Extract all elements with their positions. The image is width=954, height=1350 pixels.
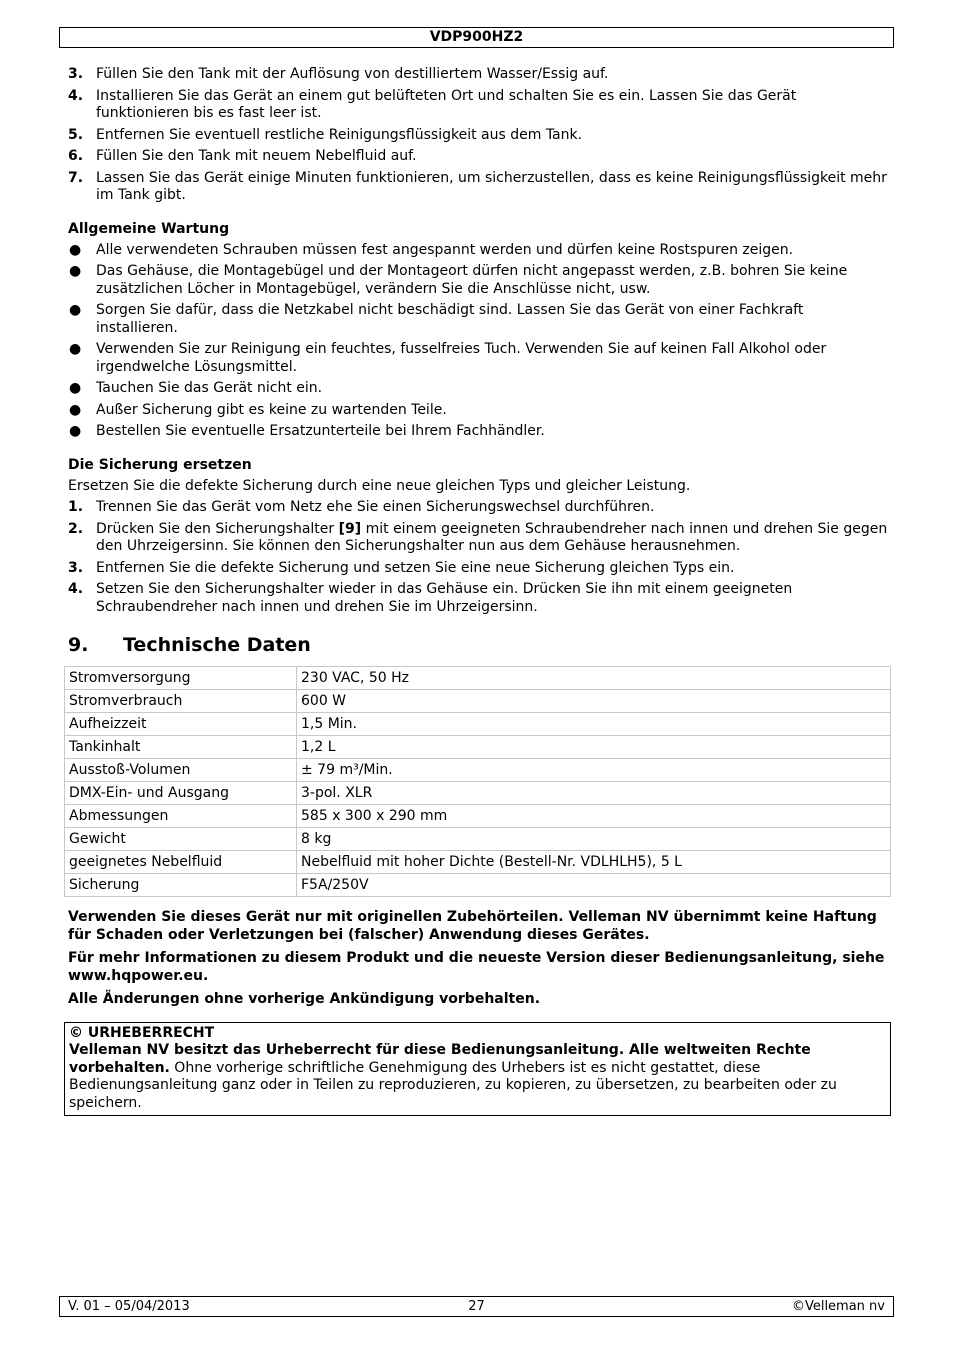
cleaning-steps-list xyxy=(68,66,888,205)
list-item xyxy=(68,521,888,556)
spec-key: Stromversorgung xyxy=(65,667,297,690)
document-model-title: VDP900HZ2 xyxy=(429,29,524,45)
section-number: 9. xyxy=(68,634,89,656)
spec-key: Gewicht xyxy=(65,828,297,851)
step-text xyxy=(96,581,888,616)
spec-value: F5A/250V xyxy=(297,874,891,897)
step-text xyxy=(96,499,888,517)
footer-brand: ©Velleman nv xyxy=(791,1299,885,1314)
list-item xyxy=(68,170,888,205)
page-header xyxy=(59,27,894,48)
spec-value: ± 79 m³/Min. xyxy=(297,759,891,782)
step-number: 1. xyxy=(68,499,84,515)
table-row xyxy=(65,690,891,713)
spec-key: DMX-Ein- und Ausgang xyxy=(65,782,297,805)
copyright-body-text: Ohne vorherige schriftliche Genehmigung des Urhebers ist es nicht gestattet, diese Bedienungsanleitung ganz oder in Teilen zu reproduzieren, zu kopieren, zu übersetzen, zu bearbeiten oder zu speichern. xyxy=(69,1059,837,1111)
spec-key: Tankinhalt xyxy=(65,736,297,759)
page-content xyxy=(68,66,888,1116)
step-number: 7. xyxy=(68,169,84,186)
footer-page-number: 27 xyxy=(468,1299,485,1314)
maintenance-bullet-list xyxy=(68,242,888,441)
spec-value: 1,2 L xyxy=(297,736,891,759)
bullet-icon: ● xyxy=(69,241,82,258)
table-row xyxy=(65,828,891,851)
bullet-text: Tauchen Sie das Gerät nicht ein. xyxy=(96,380,323,396)
bullet-icon: ● xyxy=(69,380,82,396)
spec-key: geeignetes Nebelfluid xyxy=(65,851,297,874)
list-item xyxy=(68,242,888,260)
step-text-part: Entfernen Sie die defekte Sicherung und setzen Sie eine neue Sicherung gleichen Typs ein. xyxy=(96,559,735,576)
bullet-text: Das Gehäuse, die Montagebügel und der Montageort dürfen nicht angepasst werden, z.B. bohren Sie keine zusätzlichen Löcher in Montagebügel, verändern Sie die Anschlüsse nicht, usw. xyxy=(96,263,848,297)
list-item xyxy=(68,560,888,578)
bullet-text: Sorgen Sie dafür, dass die Netzkabel nicht beschädigt sind. Lassen Sie das Gerät von einer Fachkraft installieren. xyxy=(96,302,804,336)
fuse-intro: Ersetzen Sie die defekte Sicherung durch eine neue gleichen Typs und gleicher Leistung. xyxy=(68,477,691,494)
changes-notice: Alle Änderungen ohne vorherige Ankündigung vorbehalten. xyxy=(68,991,541,1007)
list-item xyxy=(68,402,888,420)
list-item xyxy=(68,581,888,616)
step-text-part: mit einem geeigneten Schraubendreher nach innen und drehen Sie gegen den Uhrzeigersinn. Sie können den Sicherungshalter nun aus dem Gehäuse herausnehmen. xyxy=(96,520,888,554)
list-item xyxy=(68,263,888,298)
step-text: Entfernen Sie eventuell restliche Reinigungsflüssigkeit aus dem Tank. xyxy=(96,126,583,143)
copyright-box xyxy=(64,1022,891,1117)
list-item xyxy=(68,341,888,376)
table-row xyxy=(65,759,891,782)
step-text-part: Setzen Sie den Sicherungshalter wieder in das Gehäuse ein. Drücken Sie ihn mit einem geeigneten Schraubendreher nach innen und drehen Sie im Uhrzeigersinn. xyxy=(96,581,793,615)
step-text-part: Trennen Sie das Gerät vom Netz ehe Sie einen Sicherungswechsel durchführen. xyxy=(96,499,655,515)
step-number: 5. xyxy=(68,126,84,143)
bullet-text: Alle verwendeten Schrauben müssen fest angespannt werden und dürfen keine Rostspuren zeigen. xyxy=(96,241,794,258)
bullet-icon: ● xyxy=(69,302,82,318)
spec-key: Stromverbrauch xyxy=(65,690,297,713)
spec-value: Nebelfluid mit hoher Dichte (Bestell-Nr. VDLHLH5), 5 L xyxy=(297,851,891,874)
bullet-icon: ● xyxy=(69,263,82,279)
table-row xyxy=(65,782,891,805)
table-row xyxy=(65,805,891,828)
step-number: 3. xyxy=(68,66,84,82)
bullet-text: Außer Sicherung gibt es keine zu wartenden Teile. xyxy=(96,401,447,418)
spec-key: Aufheizzeit xyxy=(65,713,297,736)
part-reference: [9] xyxy=(338,520,362,537)
spec-value: 585 x 300 x 290 mm xyxy=(297,805,891,828)
table-row xyxy=(65,851,891,874)
table-row xyxy=(65,713,891,736)
step-text xyxy=(96,521,888,556)
spec-value: 1,5 Min. xyxy=(297,713,891,736)
bullet-text: Verwenden Sie zur Reinigung ein feuchtes, fusselfreies Tuch. Verwenden Sie auf keinen Fall Alkohol oder irgendwelche Lösungsmittel. xyxy=(96,341,827,375)
list-item xyxy=(68,499,888,517)
list-item xyxy=(68,66,888,84)
page-footer xyxy=(59,1296,894,1317)
step-number: 4. xyxy=(68,87,84,104)
list-item xyxy=(68,380,888,398)
step-text: Füllen Sie den Tank mit der Auflösung von destilliertem Wasser/Essig auf. xyxy=(96,66,609,82)
step-text-part: Drücken Sie den Sicherungshalter xyxy=(96,520,339,537)
list-item xyxy=(68,127,888,145)
spec-value: 3-pol. XLR xyxy=(297,782,891,805)
step-number: 4. xyxy=(68,581,84,597)
table-row xyxy=(65,874,891,897)
copyright-title: © URHEBERRECHT xyxy=(69,1024,215,1041)
more-info-notice: Für mehr Informationen zu diesem Produkt und die neueste Version dieser Bedienungsanleitung, siehe www.hqpower.eu. xyxy=(68,950,885,984)
step-number: 2. xyxy=(68,520,84,537)
spec-value: 8 kg xyxy=(297,828,891,851)
list-item xyxy=(68,423,888,441)
fuse-steps-list xyxy=(68,499,888,616)
step-number: 6. xyxy=(68,148,84,164)
list-item xyxy=(68,302,888,337)
table-row xyxy=(65,736,891,759)
list-item xyxy=(68,88,888,123)
bullet-icon: ● xyxy=(69,341,82,357)
table-row xyxy=(65,667,891,690)
footer-version: V. 01 – 05/04/2013 xyxy=(68,1299,190,1314)
step-text: Füllen Sie den Tank mit neuem Nebelfluid auf. xyxy=(96,148,417,164)
spec-key: Ausstoß-Volumen xyxy=(65,759,297,782)
maintenance-heading: Allgemeine Wartung xyxy=(68,220,230,237)
bullet-icon: ● xyxy=(69,401,82,418)
spec-value: 230 VAC, 50 Hz xyxy=(297,667,891,690)
spec-key: Abmessungen xyxy=(65,805,297,828)
step-text: Lassen Sie das Gerät einige Minuten funktionieren, um sicherzustellen, dass es keine Reinigungsflüssigkeit mehr im Tank gibt. xyxy=(96,169,887,203)
fuse-heading: Die Sicherung ersetzen xyxy=(68,456,252,473)
list-item xyxy=(68,148,888,166)
step-number: 3. xyxy=(68,559,84,576)
spec-key: Sicherung xyxy=(65,874,297,897)
step-text xyxy=(96,560,888,578)
step-text: Installieren Sie das Gerät an einem gut belüfteten Ort und schalten Sie es ein. Lassen Sie das Gerät funktionieren bis es fast leer ist. xyxy=(96,87,797,121)
copyright-bold-text: Velleman NV besitzt das Urheberrecht für diese Bedienungsanleitung. Alle weltweiten Rechte vorbehalten. xyxy=(69,1042,811,1076)
accessories-notice: Verwenden Sie dieses Gerät nur mit originellen Zubehörteilen. Velleman NV übernimmt keine Haftung für Schaden oder Verletzungen bei (falscher) Anwendung dieses Gerätes. xyxy=(68,909,877,943)
section-title xyxy=(68,633,888,657)
spec-value: 600 W xyxy=(297,690,891,713)
section-title-text: Technische Daten xyxy=(123,634,311,656)
copyright-text xyxy=(69,1042,886,1112)
bullet-text: Bestellen Sie eventuelle Ersatzunterteile bei Ihrem Fachhändler. xyxy=(96,423,545,439)
bullet-icon: ● xyxy=(69,423,82,439)
specs-table xyxy=(64,666,891,897)
